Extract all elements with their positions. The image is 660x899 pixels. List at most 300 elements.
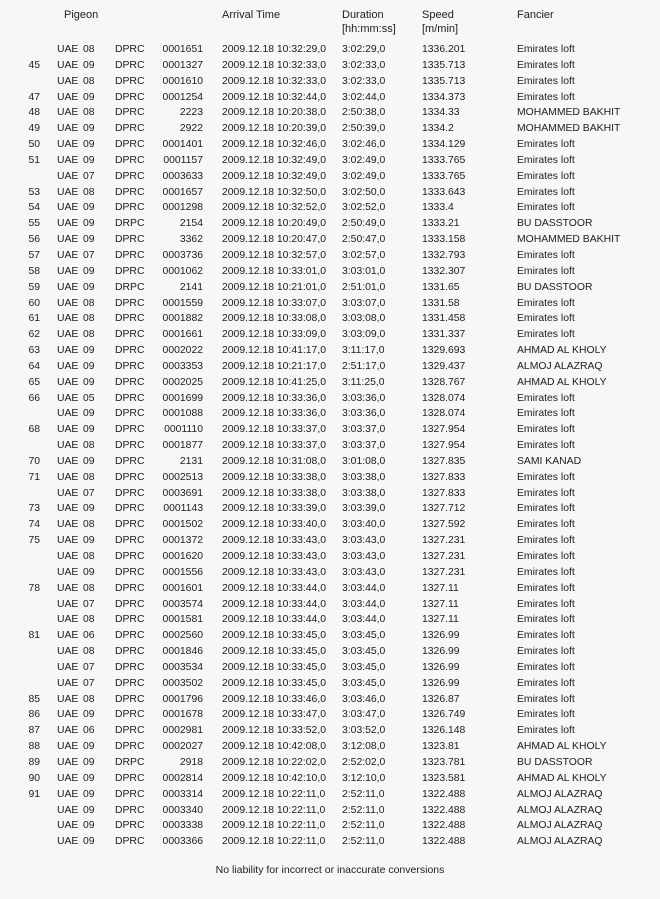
position-cell: 86	[28, 709, 40, 721]
year-cell: 09	[83, 234, 95, 246]
table-row	[0, 676, 660, 692]
organization-cell: DRPC	[115, 218, 145, 230]
arrival-time-cell: 2009.12.18 10:32:29,0	[222, 44, 327, 55]
duration-cell: 3:01:08,0	[342, 455, 386, 467]
country-cell: UAE	[57, 661, 79, 673]
organization-cell: DPRC	[115, 154, 145, 166]
speed-cell: 1323.81	[422, 741, 460, 753]
organization-cell: DPRC	[115, 297, 145, 309]
organization-cell: DPRC	[115, 75, 145, 87]
fancier-cell: Emirates loft	[517, 186, 575, 198]
country-cell: UAE	[57, 582, 79, 594]
fancier-cell: ALMOJ ALAZRAQ	[517, 820, 603, 832]
speed-cell: 1326.148	[422, 725, 466, 737]
position-cell: 64	[28, 360, 40, 372]
position-cell: 58	[28, 265, 40, 277]
year-cell: 09	[83, 836, 95, 848]
speed-cell: 1332.793	[422, 249, 466, 261]
ring-number-cell: 0001298	[162, 202, 203, 214]
organization-cell: DPRC	[115, 329, 145, 341]
position-cell: 54	[28, 202, 40, 214]
speed-cell: 1328.767	[422, 376, 466, 388]
ring-number-cell: 0001062	[162, 265, 203, 277]
fancier-cell: Emirates loft	[517, 535, 575, 547]
table-row	[0, 739, 660, 755]
ring-number-cell: 0001157	[163, 154, 203, 166]
fancier-cell: ALMOJ ALAZRAQ	[517, 360, 603, 372]
country-cell: UAE	[57, 487, 79, 499]
header-speed-label: Speed	[422, 9, 454, 21]
fancier-cell: Emirates loft	[517, 614, 575, 626]
duration-cell: 3:03:44,0	[342, 598, 386, 610]
duration-cell: 3:03:37,0	[342, 424, 386, 436]
speed-cell: 1333.158	[422, 234, 466, 246]
fancier-cell: MOHAMMED BAKHIT	[517, 107, 621, 119]
position-cell: 59	[28, 281, 40, 293]
year-cell: 09	[83, 424, 95, 436]
organization-cell: DPRC	[115, 408, 145, 420]
header-pigeon: Pigeon	[64, 9, 99, 21]
table-row	[0, 343, 660, 359]
speed-cell: 1327.833	[422, 471, 466, 483]
fancier-cell: Emirates loft	[517, 313, 575, 325]
country-cell: UAE	[57, 756, 79, 768]
table-row	[0, 771, 660, 787]
table-row	[0, 723, 660, 739]
country-cell: UAE	[57, 44, 79, 55]
fancier-cell: Emirates loft	[517, 408, 575, 420]
fancier-cell: Emirates loft	[517, 551, 575, 562]
ring-number-cell: 0002814	[162, 772, 203, 784]
table-row	[0, 296, 660, 312]
table-row	[0, 391, 660, 407]
fancier-cell: Emirates loft	[517, 503, 575, 515]
country-cell: UAE	[57, 170, 79, 182]
year-cell: 09	[83, 756, 95, 768]
ring-number-cell: 0002560	[162, 630, 203, 642]
ring-number-cell: 2922	[179, 123, 203, 135]
organization-cell: DPRC	[115, 551, 145, 562]
arrival-time-cell: 2009.12.18 10:20:47,0	[222, 234, 327, 246]
organization-cell: DPRC	[115, 487, 145, 499]
ring-number-cell: 0001796	[162, 693, 203, 705]
table-row	[0, 42, 660, 58]
arrival-time-cell: 2009.12.18 10:33:52,0	[222, 725, 327, 737]
country-cell: UAE	[57, 677, 79, 689]
organization-cell: DPRC	[115, 598, 145, 610]
speed-cell: 1327.712	[422, 503, 466, 515]
table-row	[0, 533, 660, 549]
duration-cell: 3:12:10,0	[342, 772, 386, 784]
ring-number-cell: 0003633	[162, 170, 203, 182]
speed-cell: 1328.074	[422, 408, 466, 420]
ring-number-cell: 2918	[179, 756, 203, 768]
country-cell: UAE	[57, 424, 79, 436]
duration-cell: 3:03:45,0	[342, 646, 386, 658]
duration-cell: 2:52:02,0	[342, 756, 386, 768]
duration-cell: 3:03:43,0	[342, 566, 386, 578]
results-table	[0, 42, 660, 850]
year-cell: 07	[83, 677, 95, 689]
year-cell: 08	[83, 75, 95, 87]
table-row	[0, 438, 660, 454]
table-row	[0, 153, 660, 169]
speed-cell: 1327.954	[422, 424, 466, 436]
duration-cell: 3:03:36,0	[342, 408, 386, 420]
country-cell: UAE	[57, 281, 79, 293]
fancier-cell: Emirates loft	[517, 630, 575, 642]
speed-cell: 1326.99	[422, 661, 460, 673]
speed-cell: 1323.781	[422, 756, 466, 768]
year-cell: 09	[83, 741, 95, 753]
ring-number-cell: 0002022	[162, 345, 203, 357]
country-cell: UAE	[57, 186, 79, 198]
header-arrival-time: Arrival Time	[222, 9, 281, 21]
speed-cell: 1334.33	[422, 107, 460, 119]
ring-number-cell: 0003338	[162, 820, 203, 832]
speed-cell: 1327.231	[422, 535, 466, 547]
speed-cell: 1334.2	[422, 123, 454, 135]
fancier-cell: Emirates loft	[517, 725, 575, 737]
year-cell: 09	[83, 202, 95, 214]
speed-cell: 1323.581	[422, 772, 466, 784]
ring-number-cell: 2141	[179, 281, 203, 293]
country-cell: UAE	[57, 440, 79, 452]
country-cell: UAE	[57, 329, 79, 341]
organization-cell: DPRC	[115, 535, 145, 547]
fancier-cell: Emirates loft	[517, 471, 575, 483]
table-row	[0, 169, 660, 185]
fancier-cell: Emirates loft	[517, 329, 575, 341]
ring-number-cell: 0001651	[162, 44, 203, 55]
arrival-time-cell: 2009.12.18 10:33:47,0	[222, 709, 327, 721]
position-cell: 70	[28, 455, 40, 467]
country-cell: UAE	[57, 551, 79, 562]
speed-cell: 1322.488	[422, 804, 466, 816]
organization-cell: DPRC	[115, 123, 145, 135]
country-cell: UAE	[57, 598, 79, 610]
header-duration-label: Duration	[342, 9, 384, 21]
arrival-time-cell: 2009.12.18 10:32:57,0	[222, 249, 327, 261]
country-cell: UAE	[57, 804, 79, 816]
organization-cell: DPRC	[115, 772, 145, 784]
arrival-time-cell: 2009.12.18 10:33:45,0	[222, 677, 327, 689]
year-cell: 09	[83, 535, 95, 547]
fancier-cell: ALMOJ ALAZRAQ	[517, 836, 603, 848]
position-cell: 55	[28, 218, 40, 230]
table-row	[0, 803, 660, 819]
arrival-time-cell: 2009.12.18 10:32:33,0	[222, 75, 327, 87]
position-cell: 61	[28, 313, 40, 325]
year-cell: 09	[83, 139, 95, 151]
arrival-time-cell: 2009.12.18 10:33:39,0	[222, 503, 327, 515]
country-cell: UAE	[57, 360, 79, 372]
organization-cell: DPRC	[115, 170, 145, 182]
year-cell: 07	[83, 170, 95, 182]
organization-cell: DPRC	[115, 566, 145, 578]
country-cell: UAE	[57, 202, 79, 214]
speed-cell: 1333.765	[422, 154, 466, 166]
year-cell: 07	[83, 487, 95, 499]
year-cell: 09	[83, 709, 95, 721]
country-cell: UAE	[57, 154, 79, 166]
year-cell: 07	[83, 598, 95, 610]
position-cell: 78	[28, 582, 40, 594]
speed-cell: 1322.488	[422, 788, 466, 800]
table-row	[0, 787, 660, 803]
header-speed	[422, 8, 458, 36]
organization-cell: DPRC	[115, 202, 145, 214]
arrival-time-cell: 2009.12.18 10:33:44,0	[222, 598, 327, 610]
ring-number-cell: 0001110	[164, 424, 203, 436]
fancier-cell: Emirates loft	[517, 44, 575, 55]
ring-number-cell: 0001254	[162, 91, 203, 103]
country-cell: UAE	[57, 519, 79, 531]
organization-cell: DPRC	[115, 614, 145, 626]
ring-number-cell: 0001678	[162, 709, 203, 721]
year-cell: 09	[83, 59, 95, 71]
duration-cell: 3:03:45,0	[342, 661, 386, 673]
position-cell: 71	[28, 471, 40, 483]
position-cell: 57	[28, 249, 40, 261]
organization-cell: DPRC	[115, 646, 145, 658]
ring-number-cell: 0001143	[163, 503, 203, 515]
duration-cell: 2:50:39,0	[342, 123, 386, 135]
ring-number-cell: 0002981	[162, 725, 203, 737]
duration-cell: 3:03:08,0	[342, 313, 386, 325]
ring-number-cell: 0001601	[162, 582, 203, 594]
organization-cell: DPRC	[115, 820, 145, 832]
fancier-cell: Emirates loft	[517, 154, 575, 166]
table-row	[0, 58, 660, 74]
duration-cell: 2:51:01,0	[342, 281, 386, 293]
arrival-time-cell: 2009.12.18 10:33:44,0	[222, 614, 327, 626]
organization-cell: DPRC	[115, 725, 145, 737]
position-cell: 66	[28, 392, 40, 404]
ring-number-cell: 3362	[179, 234, 203, 246]
duration-cell: 3:02:33,0	[342, 75, 386, 87]
ring-number-cell: 0003691	[162, 487, 203, 499]
fancier-cell: BU DASSTOOR	[517, 281, 593, 293]
ring-number-cell: 0002513	[162, 471, 203, 483]
fancier-cell: Emirates loft	[517, 440, 575, 452]
speed-cell: 1327.231	[422, 566, 466, 578]
duration-cell: 3:03:43,0	[342, 535, 386, 547]
organization-cell: DPRC	[115, 91, 145, 103]
country-cell: UAE	[57, 471, 79, 483]
duration-cell: 3:03:46,0	[342, 693, 386, 705]
speed-cell: 1327.11	[422, 614, 459, 626]
fancier-cell: ALMOJ ALAZRAQ	[517, 804, 603, 816]
arrival-time-cell: 2009.12.18 10:33:37,0	[222, 424, 327, 436]
position-cell: 68	[28, 424, 40, 436]
fancier-cell: Emirates loft	[517, 297, 575, 309]
speed-cell: 1326.99	[422, 646, 460, 658]
ring-number-cell: 0001657	[162, 186, 203, 198]
table-row	[0, 549, 660, 565]
position-cell: 91	[28, 788, 40, 800]
fancier-cell: Emirates loft	[517, 661, 575, 673]
position-cell: 65	[28, 376, 40, 388]
duration-cell: 2:52:11,0	[342, 804, 385, 816]
organization-cell: DPRC	[115, 709, 145, 721]
country-cell: UAE	[57, 265, 79, 277]
duration-cell: 3:03:36,0	[342, 392, 386, 404]
country-cell: UAE	[57, 218, 79, 230]
speed-cell: 1327.835	[422, 455, 466, 467]
country-cell: UAE	[57, 59, 79, 71]
duration-cell: 3:03:52,0	[342, 725, 386, 737]
position-cell: 56	[28, 234, 40, 246]
year-cell: 09	[83, 455, 95, 467]
ring-number-cell: 0003574	[162, 598, 203, 610]
speed-cell: 1335.713	[422, 59, 466, 71]
speed-cell: 1336.201	[422, 44, 466, 55]
fancier-cell: MOHAMMED BAKHIT	[517, 234, 621, 246]
table-row	[0, 121, 660, 137]
organization-cell: DPRC	[115, 677, 145, 689]
year-cell: 08	[83, 614, 95, 626]
arrival-time-cell: 2009.12.18 10:32:46,0	[222, 139, 327, 151]
fancier-cell: Emirates loft	[517, 392, 575, 404]
duration-cell: 3:03:38,0	[342, 487, 386, 499]
organization-cell: DPRC	[115, 471, 145, 483]
ring-number-cell: 0003736	[162, 249, 203, 261]
year-cell: 09	[83, 772, 95, 784]
table-row	[0, 517, 660, 533]
country-cell: UAE	[57, 820, 79, 832]
position-cell: 63	[28, 345, 40, 357]
duration-cell: 2:52:11,0	[342, 788, 385, 800]
organization-cell: DPRC	[115, 107, 145, 119]
ring-number-cell: 0001846	[162, 646, 203, 658]
speed-cell: 1326.749	[422, 709, 466, 721]
ring-number-cell: 0002027	[162, 741, 203, 753]
ring-number-cell: 0001088	[162, 408, 203, 420]
ring-number-cell: 0001556	[162, 566, 203, 578]
speed-cell: 1328.074	[422, 392, 466, 404]
year-cell: 09	[83, 788, 95, 800]
duration-cell: 3:02:33,0	[342, 59, 386, 71]
fancier-cell: AHMAD AL KHOLY	[517, 741, 607, 753]
arrival-time-cell: 2009.12.18 10:20:38,0	[222, 107, 327, 119]
fancier-cell: Emirates loft	[517, 487, 575, 499]
table-row	[0, 834, 660, 850]
fancier-cell: AHMAD AL KHOLY	[517, 376, 607, 388]
country-cell: UAE	[57, 234, 79, 246]
arrival-time-cell: 2009.12.18 10:22:02,0	[222, 756, 327, 768]
arrival-time-cell: 2009.12.18 10:41:17,0	[222, 345, 327, 357]
speed-cell: 1334.373	[422, 91, 466, 103]
country-cell: UAE	[57, 345, 79, 357]
year-cell: 08	[83, 297, 95, 309]
position-cell: 73	[28, 503, 40, 515]
organization-cell: DPRC	[115, 582, 145, 594]
year-cell: 08	[83, 186, 95, 198]
arrival-time-cell: 2009.12.18 10:33:09,0	[222, 329, 327, 341]
fancier-cell: Emirates loft	[517, 677, 575, 689]
organization-cell: DRPC	[115, 756, 145, 768]
table-row	[0, 216, 660, 232]
arrival-time-cell: 2009.12.18 10:33:01,0	[222, 265, 327, 277]
duration-cell: 2:50:38,0	[342, 107, 386, 119]
country-cell: UAE	[57, 772, 79, 784]
table-row	[0, 470, 660, 486]
country-cell: UAE	[57, 630, 79, 642]
country-cell: UAE	[57, 313, 79, 325]
fancier-cell: Emirates loft	[517, 709, 575, 721]
speed-cell: 1334.129	[422, 139, 466, 151]
country-cell: UAE	[57, 455, 79, 467]
duration-cell: 2:50:47,0	[342, 234, 386, 246]
organization-cell: DPRC	[115, 313, 145, 325]
year-cell: 07	[83, 661, 95, 673]
organization-cell: DPRC	[115, 503, 145, 515]
arrival-time-cell: 2009.12.18 10:33:45,0	[222, 646, 327, 658]
country-cell: UAE	[57, 566, 79, 578]
fancier-cell: Emirates loft	[517, 139, 575, 151]
table-row	[0, 422, 660, 438]
ring-number-cell: 0001372	[162, 535, 203, 547]
fancier-cell: Emirates loft	[517, 75, 575, 87]
position-cell: 62	[28, 329, 40, 341]
table-row	[0, 454, 660, 470]
position-cell: 74	[28, 519, 40, 531]
organization-cell: DPRC	[115, 693, 145, 705]
ring-number-cell: 0001882	[162, 313, 203, 325]
table-row	[0, 644, 660, 660]
arrival-time-cell: 2009.12.18 10:33:37,0	[222, 440, 327, 452]
fancier-cell: Emirates loft	[517, 249, 575, 261]
ring-number-cell: 0001699	[162, 392, 203, 404]
year-cell: 09	[83, 265, 95, 277]
year-cell: 09	[83, 566, 95, 578]
fancier-cell: ALMOJ ALAZRAQ	[517, 788, 603, 800]
fancier-cell: Emirates loft	[517, 265, 575, 277]
year-cell: 09	[83, 376, 95, 388]
ring-number-cell: 2131	[179, 455, 203, 467]
table-row	[0, 692, 660, 708]
table-row	[0, 90, 660, 106]
country-cell: UAE	[57, 836, 79, 848]
duration-cell: 3:03:43,0	[342, 551, 386, 562]
fancier-cell: Emirates loft	[517, 519, 575, 531]
year-cell: 08	[83, 107, 95, 119]
position-cell: 89	[28, 756, 40, 768]
ring-number-cell: 0001620	[162, 551, 203, 562]
country-cell: UAE	[57, 725, 79, 737]
year-cell: 09	[83, 218, 95, 230]
country-cell: UAE	[57, 376, 79, 388]
fancier-cell: MOHAMMED BAKHIT	[517, 123, 621, 135]
table-row	[0, 248, 660, 264]
duration-cell: 3:03:39,0	[342, 503, 386, 515]
speed-cell: 1322.488	[422, 836, 466, 848]
organization-cell: DPRC	[115, 44, 145, 55]
arrival-time-cell: 2009.12.18 10:21:01,0	[222, 281, 327, 293]
fancier-cell: Emirates loft	[517, 598, 575, 610]
year-cell: 09	[83, 503, 95, 515]
organization-cell: DPRC	[115, 234, 145, 246]
position-cell: 47	[28, 91, 40, 103]
arrival-time-cell: 2009.12.18 10:22:11,0	[222, 820, 326, 832]
fancier-cell: Emirates loft	[517, 91, 575, 103]
country-cell: UAE	[57, 535, 79, 547]
fancier-cell: AHMAD AL KHOLY	[517, 345, 607, 357]
organization-cell: DPRC	[115, 392, 145, 404]
arrival-time-cell: 2009.12.18 10:42:08,0	[222, 741, 327, 753]
fancier-cell: SAMI KANAD	[517, 455, 582, 467]
